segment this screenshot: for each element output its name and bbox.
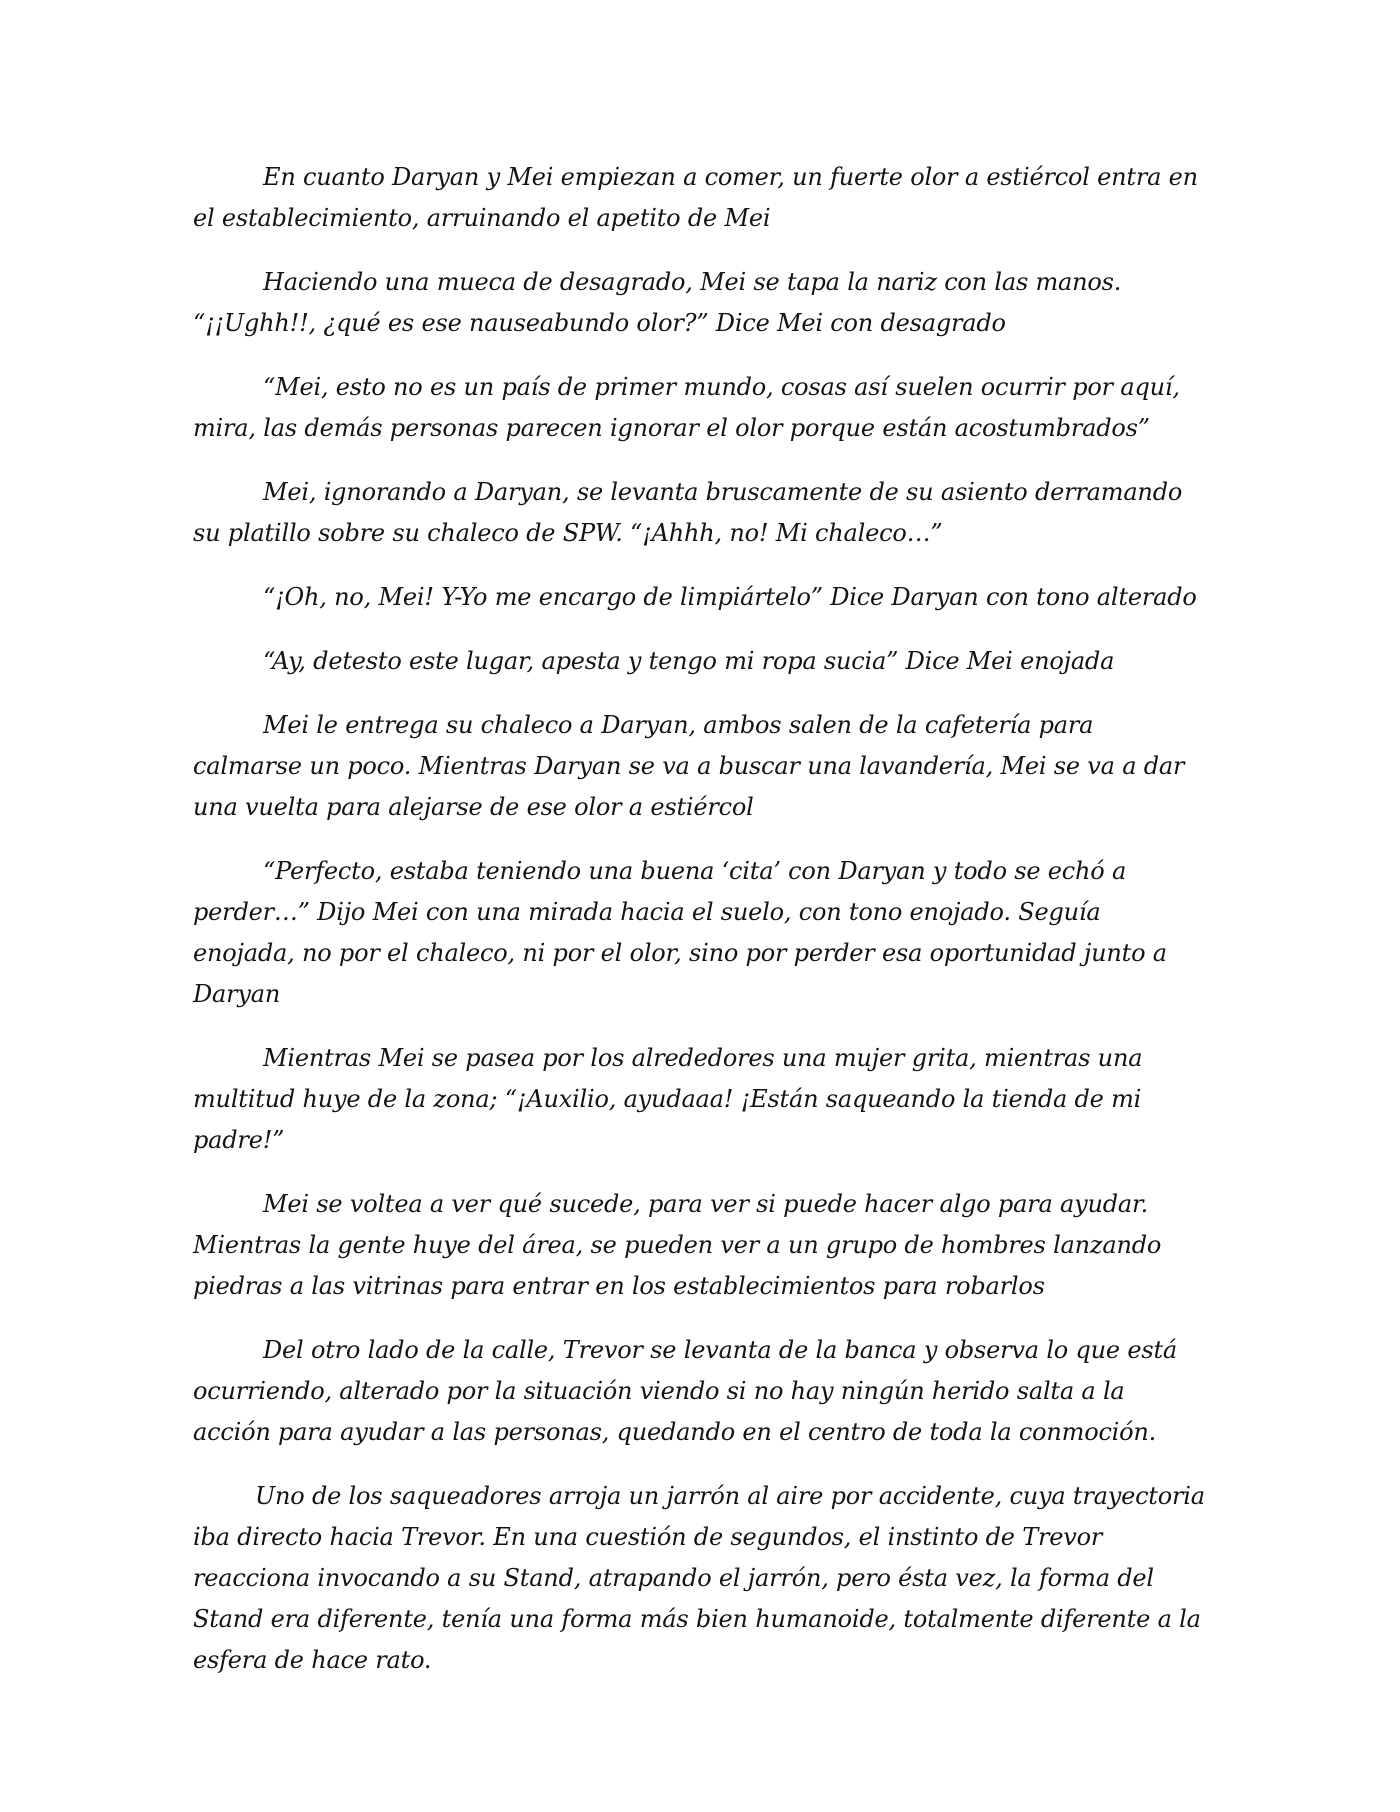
document-body (193, 157, 1205, 1704)
paragraph-11: Del otro lado de la calle, Trevor se levanta de la banca y observa lo que está ocurriendo, alterado por la situación viendo si no hay ningún herido salta a la acción para ayudar a las personas, quedando en el centro de toda la conmoción. (193, 1336, 1178, 1446)
paragraph-5: “¡Oh, no, Mei! Y-Yo me encargo de limpiártelo” Dice Daryan con tono alterado (263, 583, 1197, 611)
paragraph-10: Mei se voltea a ver qué sucede, para ver si puede hacer algo para ayudar. Mientras la gente huye del área, se pueden ver a un grupo de hombres lanzando piedras a las vitrinas para entrar en los establecimientos para robarlos (193, 1190, 1162, 1300)
paragraph-4: Mei, ignorando a Daryan, se levanta bruscamente de su asiento derramando su platillo sobre su chaleco de SPW. “¡Ahhh, no! Mi chaleco…” (193, 478, 1183, 547)
paragraph-1: En cuanto Daryan y Mei empiezan a comer, un fuerte olor a estiércol entra en el establecimiento, arruinando el apetito de Mei (193, 163, 1198, 232)
paragraph-2: Haciendo una mueca de desagrado, Mei se tapa la nariz con las manos. “¡¡Ughh!!, ¿qué es ese nauseabundo olor?” Dice Mei con desagrado (193, 268, 1122, 337)
paragraph-3: “Mei, esto no es un país de primer mundo, cosas así suelen ocurrir por aquí, mira, las demás personas parecen ignorar el olor porque están acostumbrados” (193, 373, 1180, 442)
paragraph-8: “Perfecto, estaba teniendo una buena ‘cita’ con Daryan y todo se echó a perder…” Dijo Mei con una mirada hacia el suelo, con tono enojado. Seguía enojada, no por el chaleco, ni por el olor, sino por perder esa oportunidad junto a Daryan (193, 857, 1167, 1008)
paragraph-7: Mei le entrega su chaleco a Daryan, ambos salen de la cafetería para calmarse un poco. Mientras Daryan se va a buscar una lavandería, Mei se va a dar una vuelta para alejarse de ese olor a estiércol (193, 711, 1185, 821)
paragraph-9: Mientras Mei se pasea por los alrededores una mujer grita, mientras una multitud huye de la zona; “¡Auxilio, ayudaaa! ¡Están saqueando la tienda de mi padre!” (193, 1044, 1143, 1154)
paragraph-12: Uno de los saqueadores arroja un jarrón al aire por accidente, cuya trayectoria iba directo hacia Trevor. En una cuestión de segundos, el instinto de Trevor reacciona invocando a su Stand, atrapando el jarrón, pero ésta vez, la forma del Stand era diferente, tenía una forma más bien humanoide, totalmente diferente a la esfera de hace rato. (193, 1482, 1205, 1674)
paragraph-6: “Ay, detesto este lugar, apesta y tengo mi ropa sucia” Dice Mei enojada (263, 647, 1115, 675)
